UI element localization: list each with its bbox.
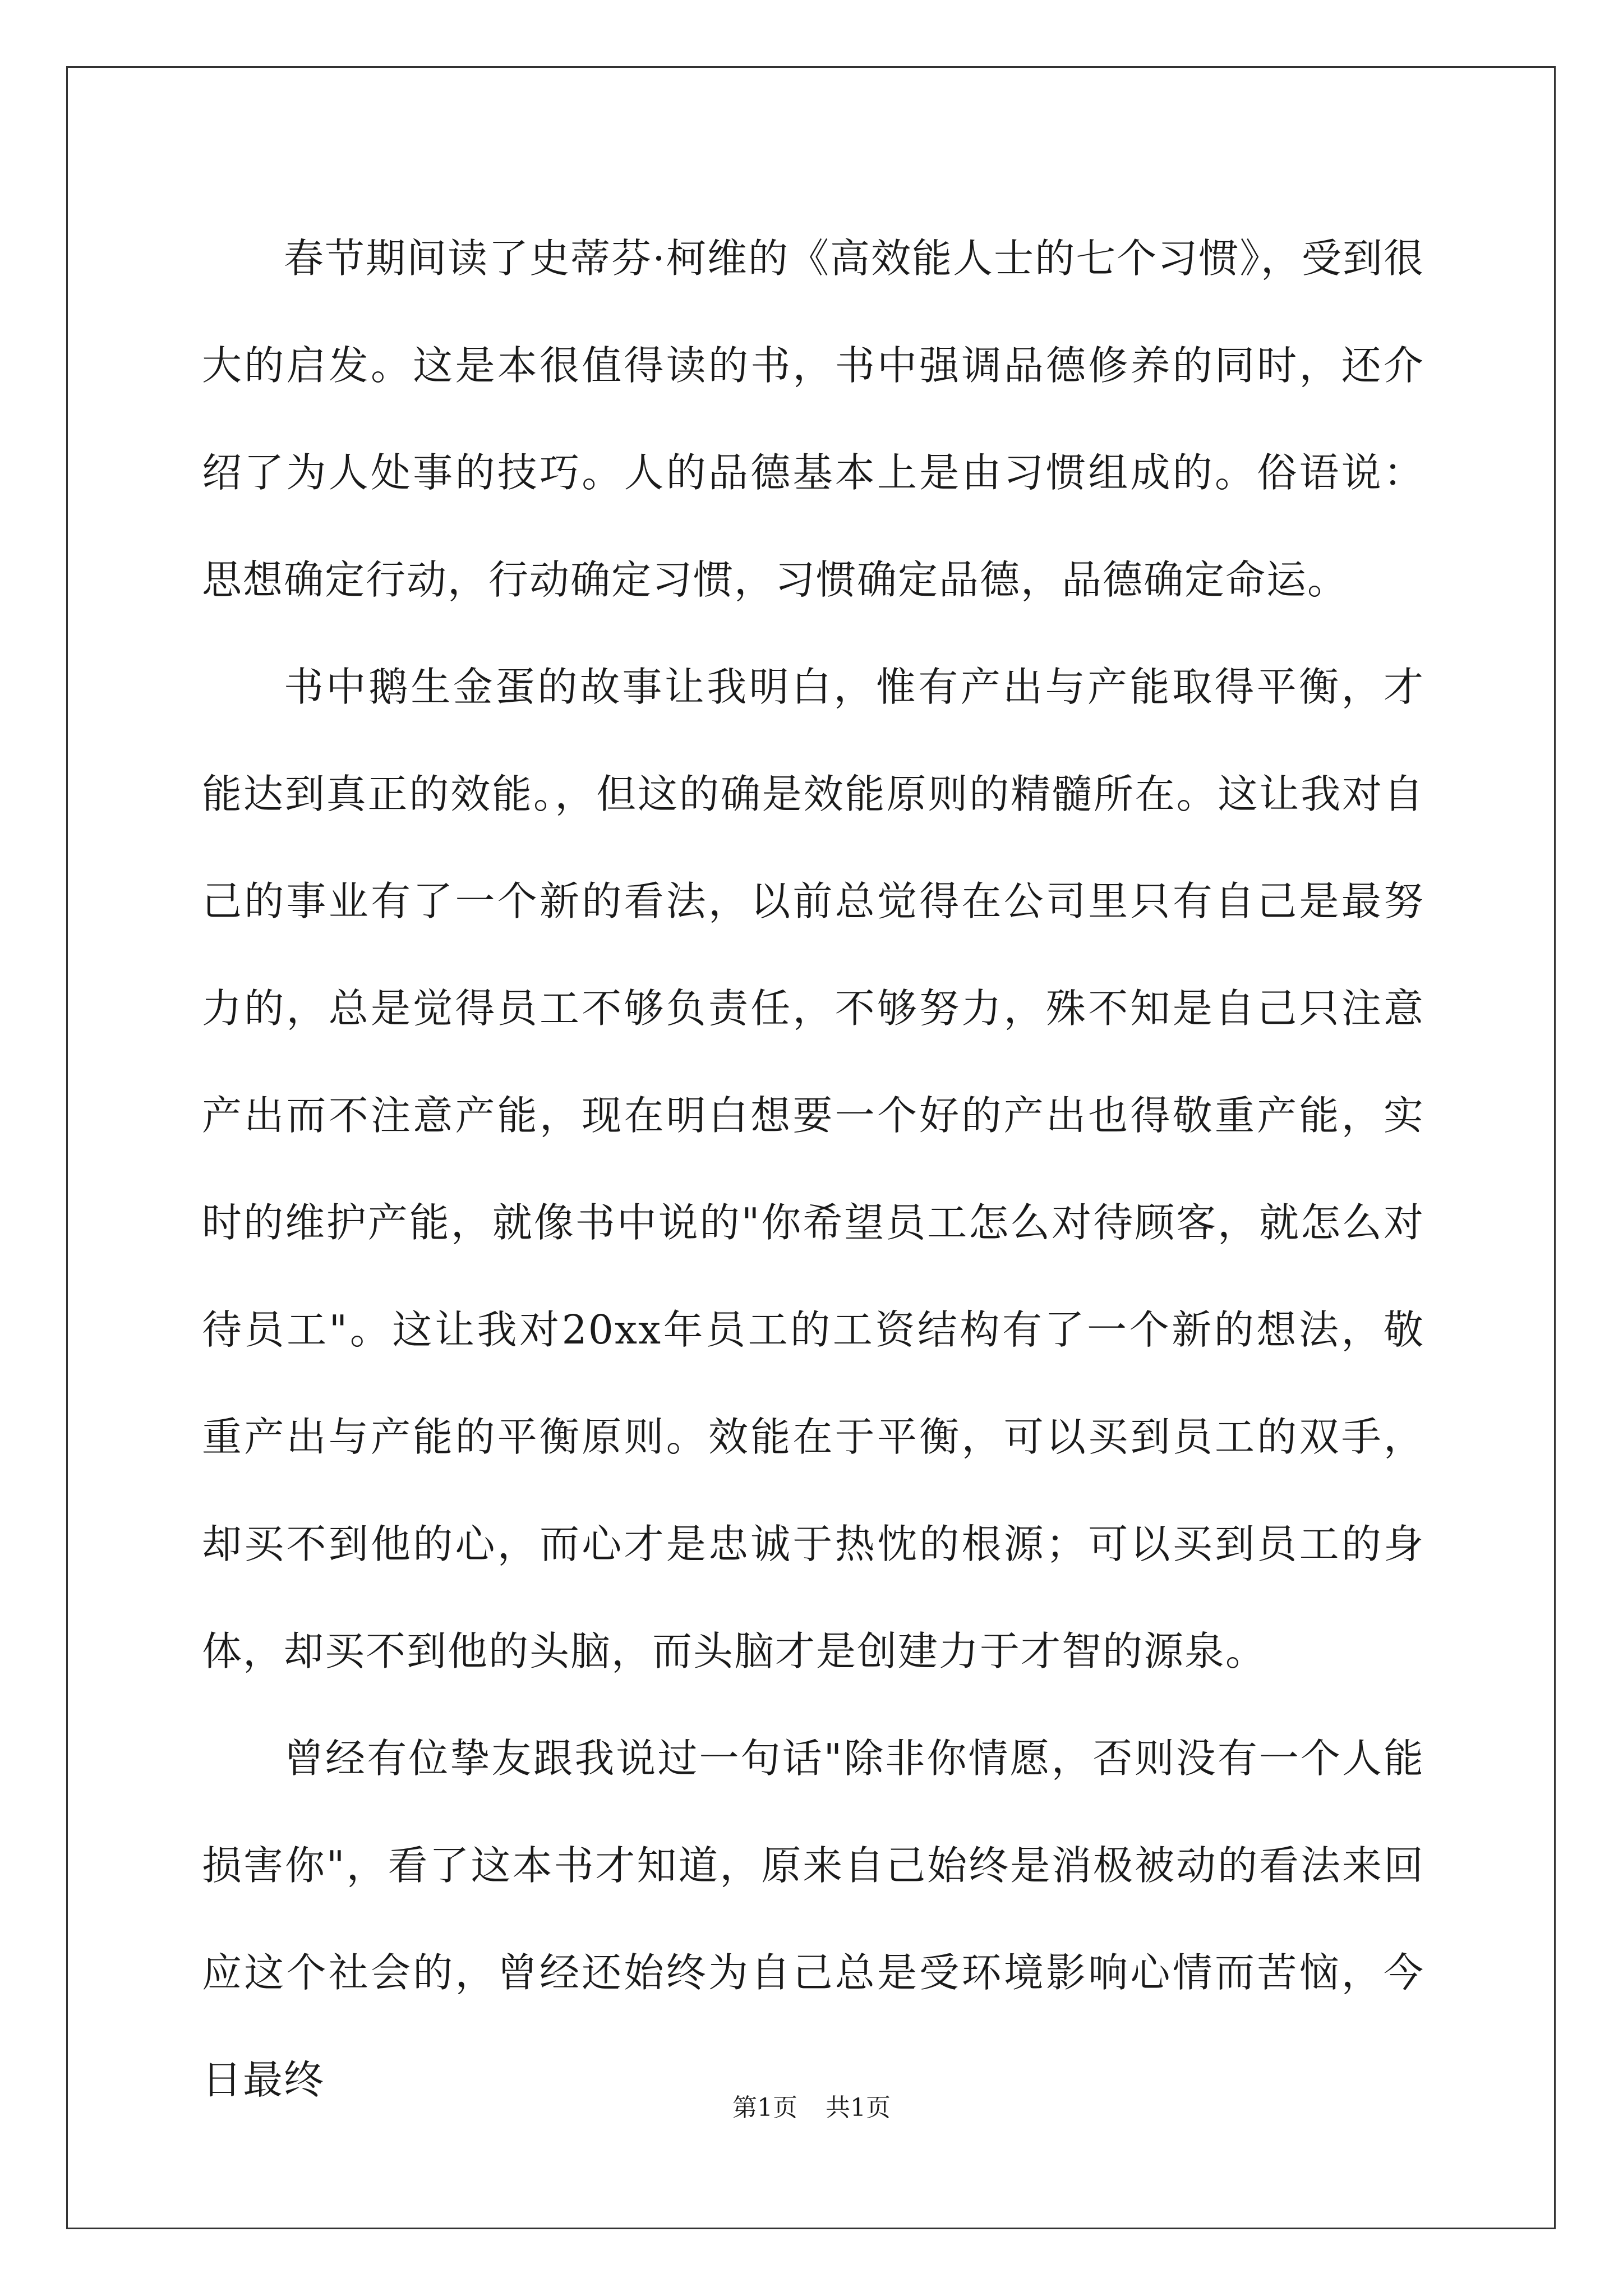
document-body [202, 205, 1424, 2133]
paragraph: 曾经有位挚友跟我说过一句话"除非你情愿，否则没有一个人能损害你"，看了这本书才知道，原来自己始终是消极被动的看法来回应这个社会的，曾经还始终为自己总是受环境影响心情而苦恼，今日最终 [202, 1735, 1424, 2103]
page-number: 第1页 [732, 2093, 797, 2122]
paragraph: 春节期间读了史蒂芬·柯维的《高效能人士的七个习惯》，受到很大的启发。这是本很值得读的书，书中强调品德修养的同时，还介绍了为人处事的技巧。人的品德基本上是由习惯组成的。俗语说：思想确定行动，行动确定习惯，习惯确定品德，品德确定命运。 [202, 235, 1424, 603]
page-footer [0, 2091, 1623, 2125]
paragraph: 书中鹅生金蛋的故事让我明白，惟有产出与产能取得平衡，才能达到真正的效能。，但这的确是效能原则的精髓所在。这让我对自己的事业有了一个新的看法，以前总觉得在公司里只有自己是最努力的，总是觉得员工不够负责任，不够努力，殊不知是自己只注意产出而不注意产能，现在明白想要一个好的产出也得敬重产能，实时的维护产能，就像书中说的"你希望员工怎么对待顾客，就怎么对待员工"。这让我对20xx年员工的工资结构有了一个新的想法，敬重产出与产能的平衡原则。效能在于平衡，可以买到员工的双手，却买不到他的心，而心才是忠诚于热忱的根源；可以买到员工的身体，却买不到他的头脑，而头脑才是创建力于才智的源泉。 [202, 664, 1424, 1674]
page-total: 共1页 [826, 2093, 891, 2122]
